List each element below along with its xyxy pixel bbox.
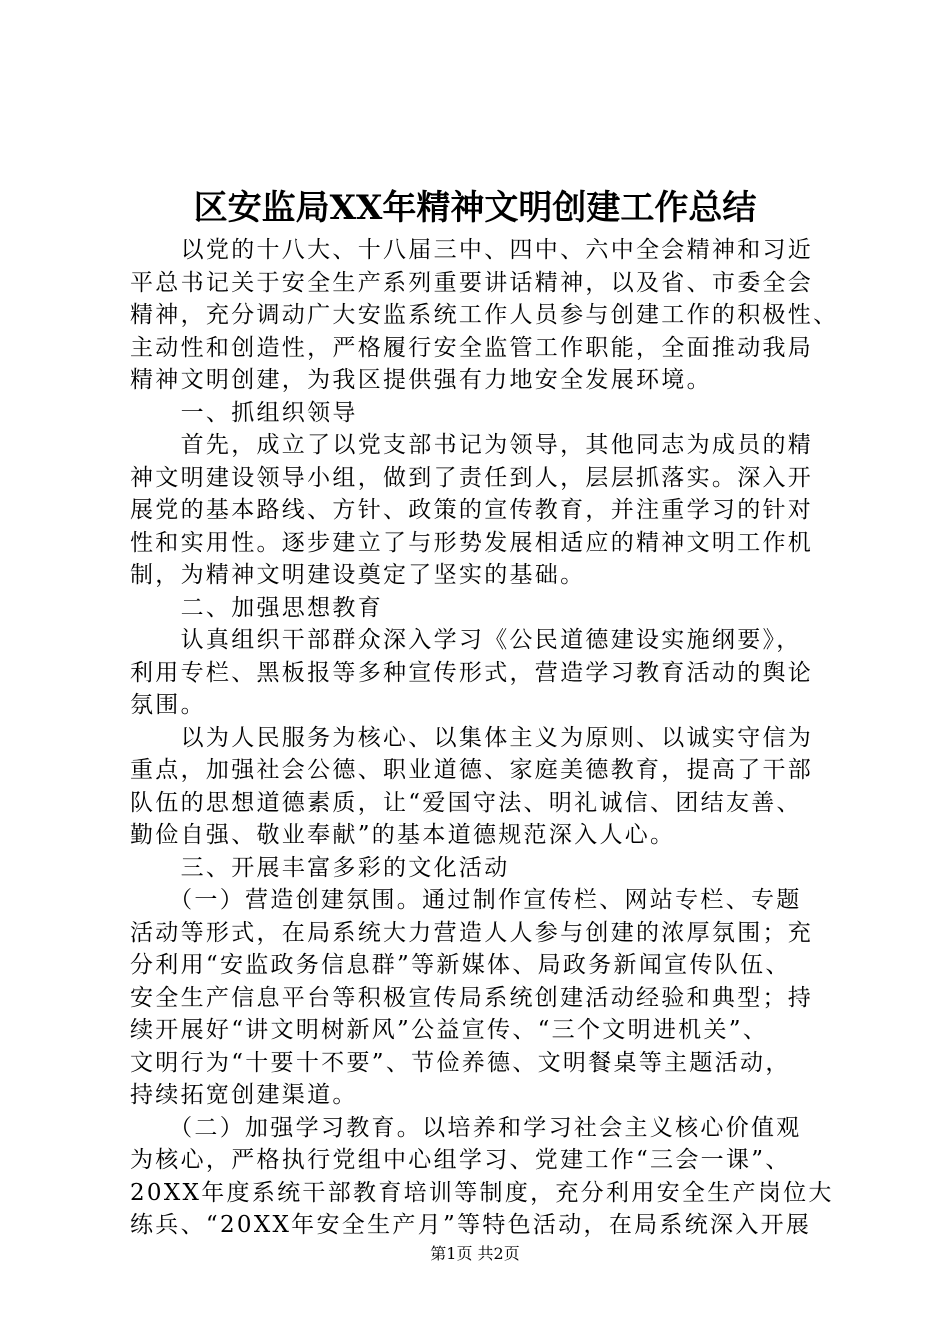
body-line: 20XX年度系统干部教育培训等制度，充分利用安全生产岗位大 <box>130 1179 834 1206</box>
body-line: 主动性和创造性，严格履行安全监管工作职能，全面推动我局 <box>130 334 814 361</box>
body-line: 续开展好“讲文明树新风”公益宣传、“三个文明进机关”、 <box>130 1017 769 1043</box>
body-line: 性和实用性。逐步建立了与形势发展相适应的精神文明工作机 <box>130 529 814 556</box>
body-line: 精神文明创建，为我区提供强有力地安全发展环境。 <box>130 367 712 393</box>
body-line: 制，为精神文明建设奠定了坚实的基础。 <box>130 562 586 588</box>
body-line: （一）营造创建氛围。通过制作宣传栏、网站专栏、专题 <box>130 887 802 913</box>
body-line: 文明行为“十要十不要”、节俭养德、文明餐桌等主题活动， <box>130 1049 791 1076</box>
body-line: 为核心，严格执行党组中心组学习、党建工作“三会一课”、 <box>130 1147 791 1173</box>
body-line: 认真组织干部群众深入学习《公民道德建设实施纲要》， <box>130 627 802 653</box>
body-line: （二）加强学习教育。以培养和学习社会主义核心价值观 <box>130 1114 802 1141</box>
body-line: 以党的十八大、十八届三中、四中、六中全会精神和习近 <box>130 237 814 263</box>
body-line: 练兵、“20XX年安全生产月”等特色活动，在局系统深入开展 <box>130 1212 812 1238</box>
body-line: 活动等形式，在局系统大力营造人人参与创建的浓厚氛围；充 <box>130 919 814 946</box>
body-line: 队伍的思想道德素质，让“爱国守法、明礼诚信、团结友善、 <box>130 789 802 816</box>
section-heading: 一、抓组织领导 <box>130 399 358 426</box>
section-heading: 二、加强思想教育 <box>130 594 383 621</box>
body-line: 重点，加强社会公德、职业道德、家庭美德教育，提高了干部 <box>130 757 814 783</box>
body-line: 展党的基本路线、方针、政策的宣传教育，并注重学习的针对 <box>130 497 814 523</box>
body-line: 平总书记关于安全生产系列重要讲话精神，以及省、市委全会 <box>130 269 814 296</box>
body-line: 氛围。 <box>130 692 206 718</box>
page-footer: 第1页 共2页 <box>430 1244 520 1263</box>
body-line: 勤俭自强、敬业奉献”的基本道德规范深入人心。 <box>130 822 676 848</box>
body-line: 以为人民服务为核心、以集体主义为原则、以诚实守信为 <box>130 724 814 751</box>
section-heading: 三、开展丰富多彩的文化活动 <box>130 854 510 881</box>
body-line: 首先，成立了以党支部书记为领导，其他同志为成员的精 <box>130 432 814 458</box>
document-title: 区安监局XX年精神文明创建工作总结 <box>193 188 757 228</box>
body-line: 神文明建设领导小组，做到了责任到人，层层抓落实。深入开 <box>130 464 814 491</box>
body-line: 利用专栏、黑板报等多种宣传形式，营造学习教育活动的舆论 <box>130 659 814 686</box>
body-line: 持续拓宽创建渠道。 <box>130 1082 358 1108</box>
body-line: 分利用“安监政务信息群”等新媒体、局政务新闻宣传队伍、 <box>130 952 791 978</box>
body-line: 精神，充分调动广大安监系统工作人员参与创建工作的积极性、 <box>130 302 839 328</box>
document-body <box>130 234 839 1242</box>
body-line: 安全生产信息平台等积极宣传局系统创建活动经验和典型；持 <box>130 984 814 1011</box>
